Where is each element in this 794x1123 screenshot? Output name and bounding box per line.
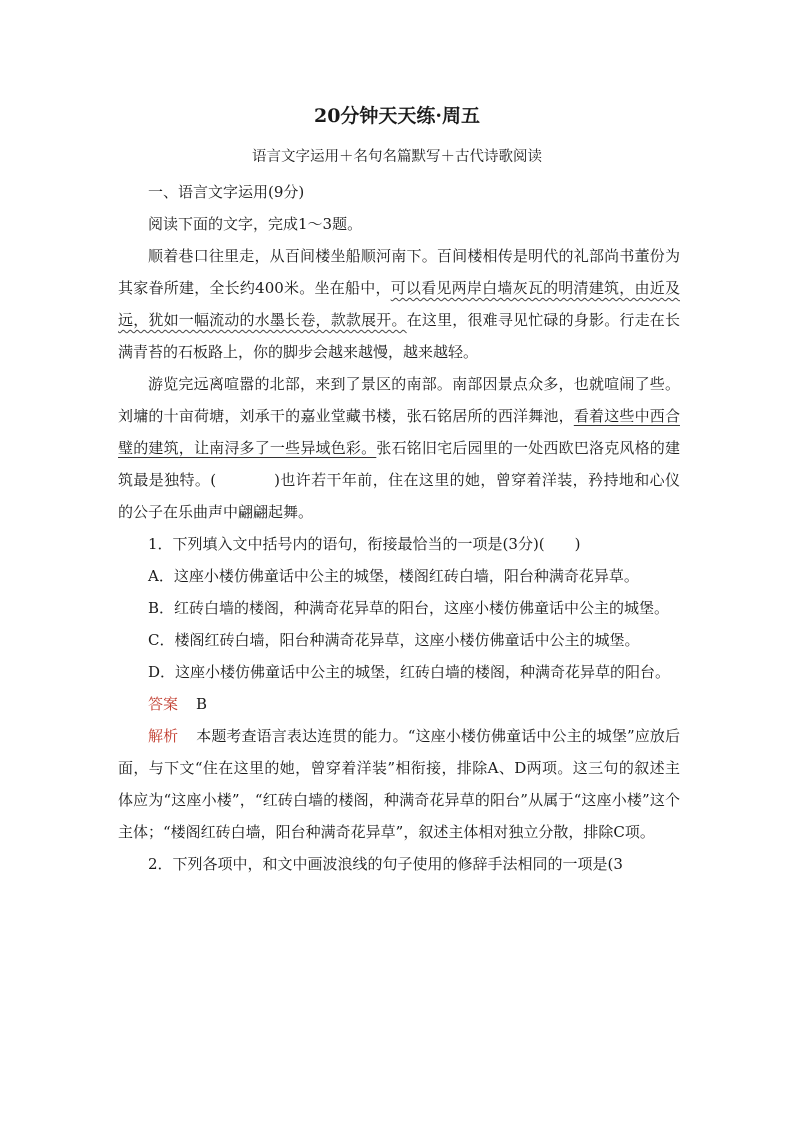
analysis-text: 本题考查语言表达连贯的能力。“这座小楼仿佛童话中公主的城堡”应放后面，与下文“住在这里的她，曾穿着洋装”相衔接，排除A、D两项。这三句的叙述主体应为“这座小楼”，“红砖白墙的楼阁，种满奇花异草的阳台”从属于“这座小楼”这个主体；“楼阁红砖白墙，阳台种满奇花异草”，叙述主体相对独立分散，排除C项。: [118, 727, 680, 841]
answer-value: B: [196, 695, 208, 713]
question-1-analysis: [118, 720, 680, 848]
question-1-option-d: D．这座小楼仿佛童话中公主的城堡，红砖白墙的楼阁，种满奇花异草的阳台。: [148, 663, 671, 681]
question-1-option-a: A．这座小楼仿佛童话中公主的城堡，楼阁红砖白墙，阳台种满奇花异草。: [148, 567, 639, 585]
answer-label: 答案: [148, 695, 179, 713]
analysis-label: 解析: [148, 727, 179, 745]
passage-text: 张石铭旧宅后园里的一处西欧巴洛克风格的建筑最是独特。(: [118, 439, 680, 489]
question-1-stem: 1．下列填入文中括号内的语句，衔接最恰当的一项是(3分)( ): [148, 535, 581, 553]
page-title: 20分钟天天练·周五: [313, 105, 481, 127]
passage-paragraph-2: [118, 368, 680, 528]
passage-text: 在这里，很难寻见忙碌的身影。行走在长满青苔的石板路上，你的脚步会越来越慢，越来越轻。: [118, 311, 680, 361]
document-body: [118, 176, 680, 880]
question-1-option-b: B．红砖白墙的楼阁，种满奇花异草的阳台，这座小楼仿佛童话中公主的城堡。: [148, 599, 670, 617]
section-heading: 一、语言文字运用(9分): [148, 183, 305, 201]
question-1-answer: [118, 688, 680, 720]
wavy-underlined-sentence: 可以看见两岸白墙灰瓦的明清建筑，由近及远，犹如一幅流动的水墨长卷，款款展开。: [118, 279, 680, 329]
passage-paragraph-1: [118, 240, 680, 368]
passage-text: 顺着巷口往里走，从百间楼坐船顺河南下。百间楼相传是明代的礼部尚书董份为其家眷所建，全长约400米。坐在船中，: [118, 247, 680, 297]
question-2-stem: 2．下列各项中，和文中画波浪线的句子使用的修辞手法相同的一项是(3: [148, 855, 623, 873]
question-1-option-c: C．楼阁红砖白墙，阳台种满奇花异草，这座小楼仿佛童话中公主的城堡。: [148, 631, 640, 649]
page-subtitle: 语言文字运用＋名句名篇默写＋古代诗歌阅读: [252, 149, 542, 165]
passage-text: 游览完远离喧嚣的北部，来到了景区的南部。南部因景点众多，也就喧闹了些。刘墉的十亩荷塘，刘承干的嘉业堂藏书楼，张石铭居所的西洋舞池，: [118, 375, 680, 425]
passage-text: )也许若干年前，住在这里的她，曾穿着洋装，矜持地和心仪的公子在乐曲声中翩翩起舞。: [118, 471, 680, 521]
section-instruction: 阅读下面的文字，完成1～3题。: [148, 215, 363, 233]
underlined-sentence: 看着这些中西合璧的建筑，让南浔多了一些异域色彩。: [118, 407, 680, 457]
